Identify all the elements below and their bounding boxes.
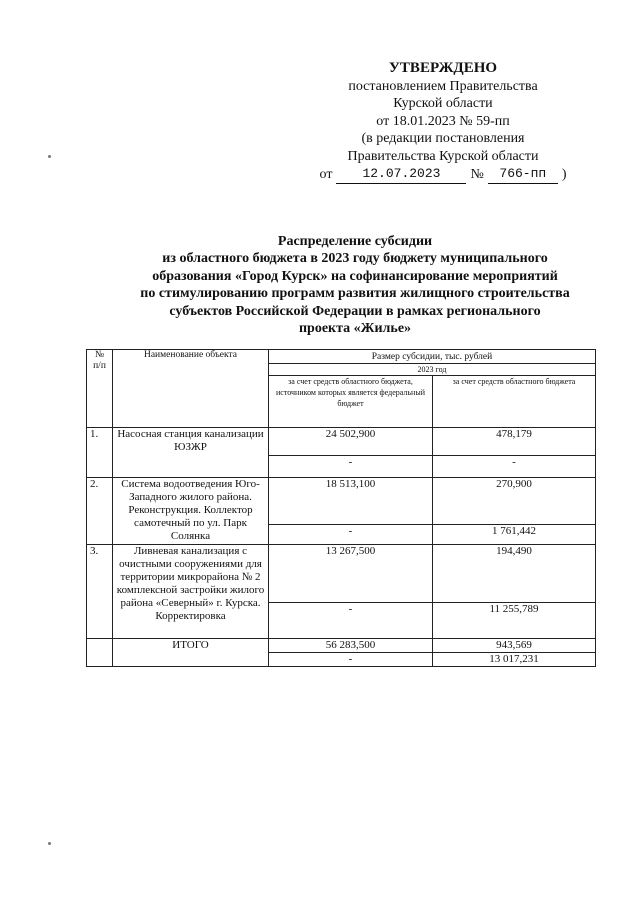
title-line: Распределение субсидии: [277, 234, 433, 249]
amendment-date: 12.07.2023: [336, 165, 466, 184]
subsidy-table: [86, 349, 596, 667]
total-label: ИТОГО: [113, 639, 269, 667]
total-num-cell: [87, 639, 113, 667]
regional-amount: 1 761,442: [433, 525, 596, 545]
federal-amount: 24 502,900: [269, 428, 433, 456]
regional-amount: 478,179: [433, 428, 596, 456]
scan-dot: [48, 842, 51, 845]
ot-label: от: [319, 167, 333, 182]
federal-amount: 13 267,500: [269, 545, 433, 603]
amendment-date-line: [318, 165, 568, 184]
regional-amount: -: [433, 456, 596, 478]
scan-dot: [48, 155, 51, 158]
object-name: Насосная станция канализации ЮЗЖР: [113, 428, 269, 478]
federal-amount: -: [269, 525, 433, 545]
title-line: проекта «Жилье»: [298, 321, 412, 337]
regional-amount: 11 255,789: [433, 603, 596, 639]
approval-line: Курской области: [393, 96, 493, 111]
regional-amount: 270,900: [433, 478, 596, 525]
approval-line: Правительства Курской области: [347, 148, 539, 164]
title-line: по стимулированию программ развития жилищного строительства: [140, 286, 570, 302]
total-federal: 56 283,500: [269, 639, 433, 653]
approval-line: постановлением Правительства: [348, 78, 538, 94]
federal-amount: -: [269, 603, 433, 639]
row-number: 3.: [87, 545, 113, 639]
approval-line: (в редакции постановления: [361, 131, 525, 146]
federal-amount: 18 513,100: [269, 478, 433, 525]
header-row: [87, 350, 596, 364]
header-year: 2023 год: [269, 364, 596, 376]
row-number: 1.: [87, 428, 113, 478]
table-row: [87, 545, 596, 603]
regional-amount: 194,490: [433, 545, 596, 603]
total-row: [87, 639, 596, 653]
row-number: 2.: [87, 478, 113, 545]
title-line: из областного бюджета в 2023 году бюджету муниципального: [162, 251, 548, 267]
header-regional: за счет средств областного бюджета: [433, 376, 596, 428]
federal-amount: -: [269, 456, 433, 478]
header-num: № п/п: [87, 350, 113, 428]
approval-heading: УТВЕРЖДЕНО: [388, 60, 498, 76]
object-name: Система водоотведения Юго-Западного жилого района. Реконструкция. Коллектор самотечный по ул. Парк Солянка: [113, 478, 269, 545]
table-row: [87, 428, 596, 456]
object-name: Ливневая канализация с очистными сооружениями для территории микрорайона № 2 комплексной застройки жилого района «Северный» г. Курска. Корректировка: [113, 545, 269, 639]
approval-block: [318, 60, 568, 184]
title-line: образования «Город Курск» на софинансирование мероприятий: [152, 268, 558, 284]
header-name: Наименование объекта: [113, 350, 269, 428]
total-federal: -: [269, 653, 433, 667]
amendment-number: 766-пп: [488, 165, 558, 184]
number-label: №: [470, 167, 484, 182]
header-federal: за счет средств областного бюджета, источником которых является федеральный бюджет: [269, 376, 433, 428]
approval-line: от 18.01.2023 № 59-пп: [376, 113, 510, 129]
total-regional: 13 017,231: [433, 653, 596, 667]
title-line: субъектов Российской Федерации в рамках регионального: [169, 303, 541, 319]
total-regional: 943,569: [433, 639, 596, 653]
table-row: [87, 478, 596, 525]
document-title: [110, 233, 600, 337]
close-paren: ): [561, 167, 567, 182]
header-subsidy-size: Размер субсидии, тыс. рублей: [269, 350, 596, 364]
